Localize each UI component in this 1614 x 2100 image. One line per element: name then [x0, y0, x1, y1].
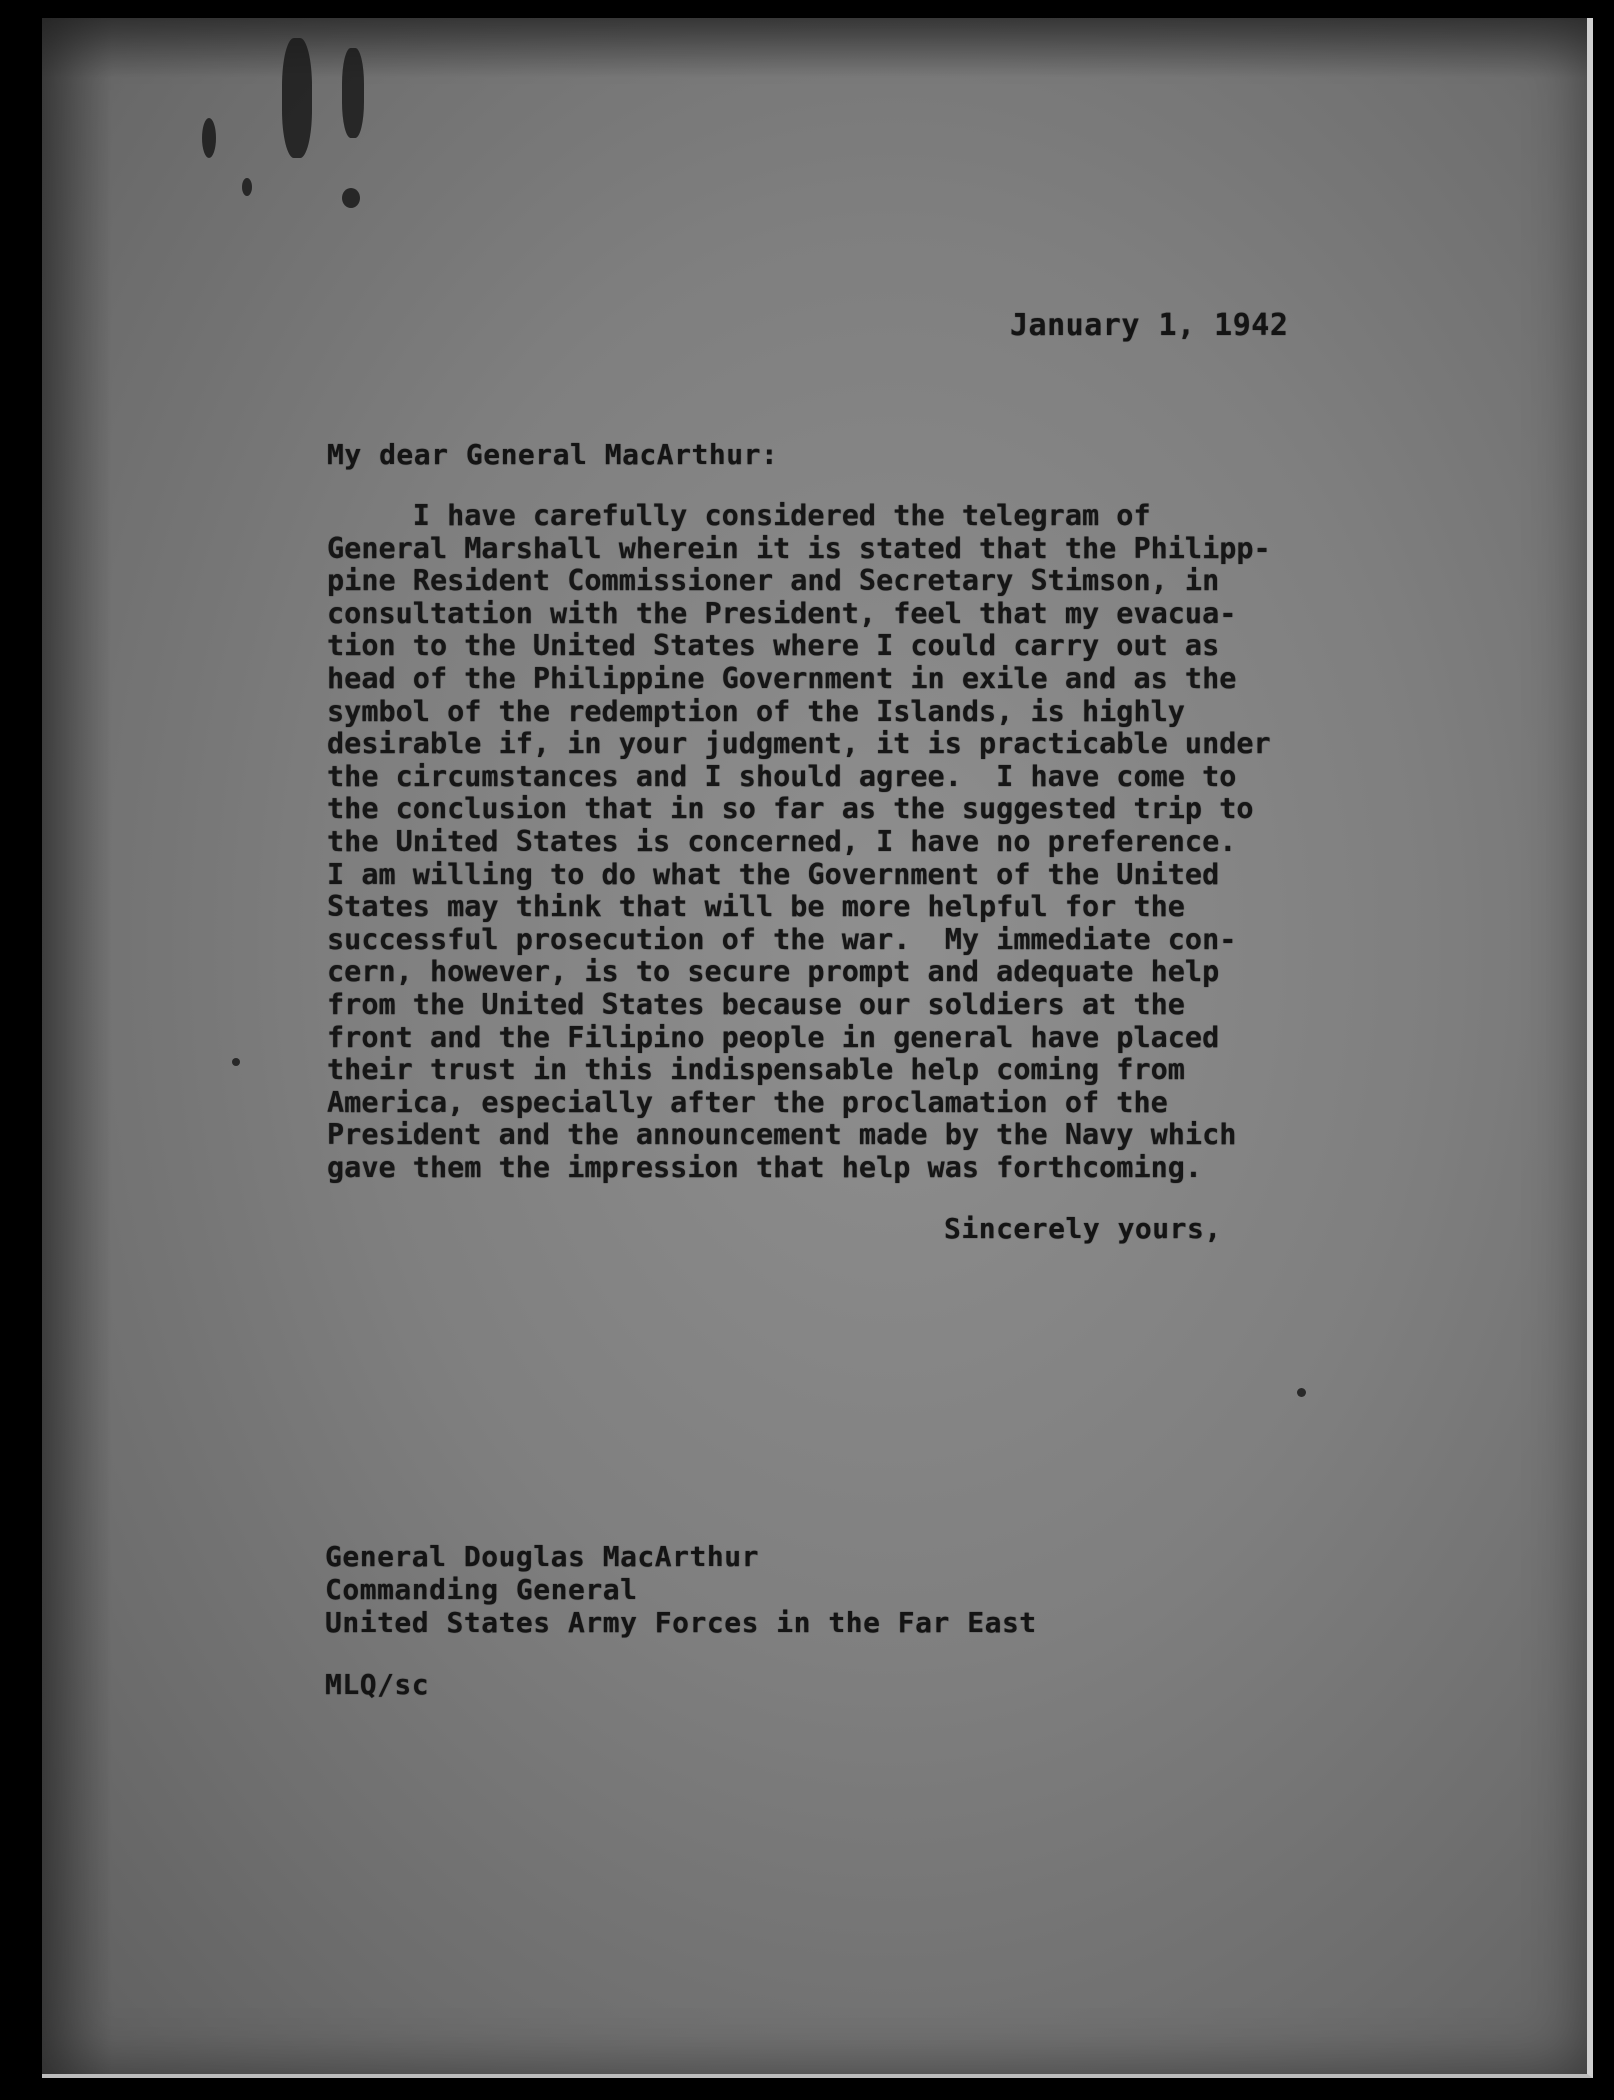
ink-stain — [202, 118, 216, 158]
letter-date: January 1, 1942 — [1010, 308, 1289, 343]
letter-closing: Sincerely yours, — [944, 1212, 1222, 1245]
body-line: symbol of the redemption of the Islands, is highly — [327, 694, 1185, 728]
ink-stain — [1297, 1388, 1306, 1397]
sheet-shadow-top — [42, 18, 1587, 78]
body-line: desirable if, in your judgment, it is practicable under — [327, 727, 1271, 761]
ink-stain — [232, 1058, 240, 1066]
body-line: the conclusion that in so far as the suggested trip to — [327, 792, 1254, 826]
body-line: the circumstances and I should agree. I have come to — [327, 759, 1237, 793]
addressee-organization: United States Army Forces in the Far East — [325, 1606, 1037, 1639]
ink-stain — [242, 178, 252, 196]
addressee-name: General Douglas MacArthur — [325, 1540, 759, 1573]
letter-salutation: My dear General MacArthur: — [327, 438, 779, 471]
body-line: I am willing to do what the Government of the United — [327, 857, 1220, 891]
body-line: States may think that will be more helpful for the — [327, 890, 1185, 924]
body-line: from the United States because our soldiers at the — [327, 987, 1185, 1021]
body-line: their trust in this indispensable help coming from — [327, 1053, 1185, 1087]
body-line: I have carefully considered the telegram of — [327, 499, 1151, 532]
body-line: head of the Philippine Government in exile and as the — [327, 661, 1237, 695]
body-line: gave them the impression that help was forthcoming. — [327, 1150, 1203, 1184]
ink-stain — [282, 38, 312, 158]
body-line: successful prosecution of the war. My immediate con- — [327, 922, 1237, 956]
body-line: tion to the United States where I could carry out as — [327, 629, 1220, 663]
body-line: consultation with the President, feel that my evacua- — [327, 596, 1237, 630]
ink-stain — [342, 188, 360, 208]
body-line: front and the Filipino people in general have placed — [327, 1020, 1220, 1054]
sheet-shadow-left — [42, 18, 112, 2074]
body-line: the United States is concerned, I have no preference. — [327, 824, 1237, 858]
body-line: General Marshall wherein it is stated that the Philipp- — [327, 531, 1271, 565]
body-line: cern, however, is to secure prompt and adequate help — [327, 955, 1220, 989]
body-line: pine Resident Commissioner and Secretary Stimson, in — [327, 564, 1220, 598]
letter-body — [327, 500, 1437, 1184]
ink-stain — [342, 48, 364, 138]
addressee-title: Commanding General — [325, 1573, 638, 1606]
paper-sheet — [42, 18, 1593, 2078]
reference-initials: MLQ/sc — [325, 1668, 430, 1701]
body-line: America, especially after the proclamation of the — [327, 1085, 1168, 1119]
body-line: President and the announcement made by the Navy which — [327, 1118, 1237, 1152]
